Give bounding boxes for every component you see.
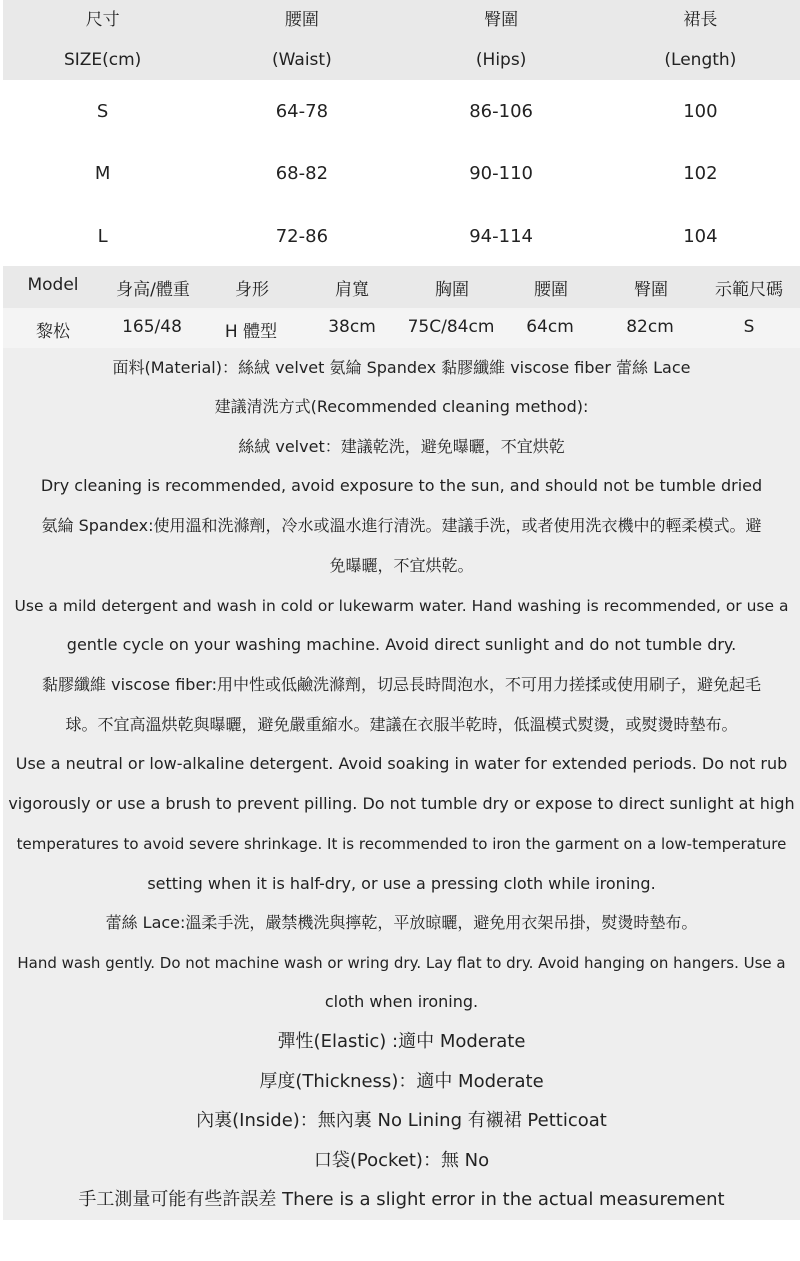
header-length-cn: 裙長: [683, 10, 718, 30]
thickness-line: 厚度(Thickness)：適中 Moderate: [259, 1071, 544, 1092]
model-bust: 75C/84cm: [407, 317, 495, 337]
size-table-body: [3, 80, 800, 266]
viscose-care-cn-2: 球。不宜高溫烘乾與曝曬，避免嚴重縮水。建議在衣服半乾時，低溫模式熨燙，或熨燙時墊布。: [65, 715, 738, 734]
header-length-en: (Length): [664, 50, 737, 70]
inside-line: 內裏(Inside)：無內裏 No Lining 有襯裙 Petticoat: [196, 1110, 607, 1131]
viscose-care-en-2: vigorously or use a brush to prevent pilling. Do not tumble dry or expose to direct sunlight at high: [8, 794, 795, 813]
header-height-weight: 身高/體重: [116, 280, 190, 300]
size-table-header: [3, 0, 800, 80]
spandex-care-en-2: gentle cycle on your washing machine. Avoid direct sunlight and do not tumble dry.: [66, 635, 737, 654]
header-waist: 腰圍: [534, 280, 568, 300]
viscose-care-en-1: Use a neutral or low-alkaline detergent. Avoid soaking in water for extended periods. Do not rub: [15, 754, 788, 773]
lace-care-cn: 蕾絲 Lace:溫柔手洗，嚴禁機洗與擰乾，平放晾曬，避免用衣架吊掛，熨燙時墊布。: [105, 913, 698, 932]
header-body-shape: 身形: [235, 280, 269, 300]
size-cell: L: [97, 226, 108, 247]
waist-cell: 68-82: [275, 163, 329, 184]
model-table-header: [3, 266, 800, 308]
hips-cell: 86-106: [469, 101, 533, 122]
header-size-en: SIZE(cm): [63, 50, 142, 70]
header-model: Model: [27, 275, 79, 295]
table-row: [3, 217, 800, 257]
header-hips: 臀圍: [634, 280, 668, 300]
viscose-care-en-4: setting when it is half-dry, or use a pressing cloth while ironing.: [147, 874, 656, 893]
size-header-row-cn: [3, 0, 800, 40]
model-waist: 64cm: [526, 317, 574, 337]
measurement-disclaimer: 手工測量可能有些許誤差 There is a slight error in the actual measurement: [78, 1189, 725, 1210]
table-row: [3, 92, 800, 132]
viscose-care-en-3: temperatures to avoid severe shrinkage. It is recommended to iron the garment on a low-temperature: [16, 835, 787, 853]
header-waist-cn: 腰圍: [284, 10, 319, 30]
waist-cell: 72-86: [275, 226, 329, 247]
elastic-line: 彈性(Elastic) :適中 Moderate: [277, 1031, 526, 1052]
model-name: 黎松: [36, 322, 70, 342]
velvet-care-en: Dry cleaning is recommended, avoid exposure to the sun, and should not be tumble dried: [40, 476, 763, 495]
length-cell: 100: [683, 101, 718, 122]
hips-cell: 94-114: [469, 226, 533, 247]
lace-care-en-2: cloth when ironing.: [324, 992, 479, 1011]
waist-cell: 64-78: [275, 101, 329, 122]
model-table-row: [3, 308, 800, 348]
model-body-shape: H 體型: [224, 322, 278, 342]
spandex-care-cn-1: 氨綸 Spandex:使用溫和洗滌劑，冷水或溫水進行清洗。建議手洗，或者使用洗衣機中的輕柔模式。避: [41, 516, 762, 535]
header-hips-en: (Hips): [475, 50, 527, 70]
spandex-care-en-1: Use a mild detergent and wash in cold or lukewarm water. Hand washing is recommended, or use a: [14, 597, 789, 615]
model-shoulder: 38cm: [328, 317, 376, 337]
header-waist-en: (Waist): [272, 50, 332, 70]
model-hips: 82cm: [626, 317, 674, 337]
velvet-care-cn: 絲絨 velvet：建議乾洗，避免曝曬，不宜烘乾: [238, 437, 565, 456]
product-notes: [3, 348, 800, 1220]
size-cell: M: [94, 163, 111, 184]
header-bust: 胸圍: [435, 280, 469, 300]
spandex-care-cn-2: 免曝曬，不宜烘乾。: [329, 556, 474, 575]
cleaning-method-heading: 建議清洗方式(Recommended cleaning method):: [214, 397, 589, 416]
table-row: [3, 154, 800, 194]
length-cell: 104: [683, 226, 718, 247]
size-cell: S: [96, 101, 109, 122]
size-header-row-en: [3, 40, 800, 80]
lace-care-en-1: Hand wash gently. Do not machine wash or wring dry. Lay flat to dry. Avoid hanging on hangers. Use a: [17, 954, 786, 972]
header-demo-size: 示範尺碼: [715, 280, 783, 300]
header-size-cn: 尺寸: [85, 10, 120, 30]
viscose-care-cn-1: 黏膠纖維 viscose fiber:用中性或低鹼洗滌劑，切忌長時間泡水，不可用力搓揉或使用刷子，避免起毛: [42, 675, 761, 694]
model-height-weight: 165/48: [122, 317, 182, 337]
length-cell: 102: [683, 163, 718, 184]
header-shoulder: 肩寬: [335, 280, 369, 300]
material-line: 面料(Material)：絲絨 velvet 氨綸 Spandex 黏膠纖維 viscose fiber 蕾絲 Lace: [112, 358, 691, 377]
product-spec-page: [3, 0, 800, 1220]
header-hips-cn: 臀圍: [484, 10, 519, 30]
model-demo-size: S: [743, 317, 755, 337]
hips-cell: 90-110: [469, 163, 533, 184]
pocket-line: 口袋(Pocket)：無 No: [313, 1150, 490, 1171]
